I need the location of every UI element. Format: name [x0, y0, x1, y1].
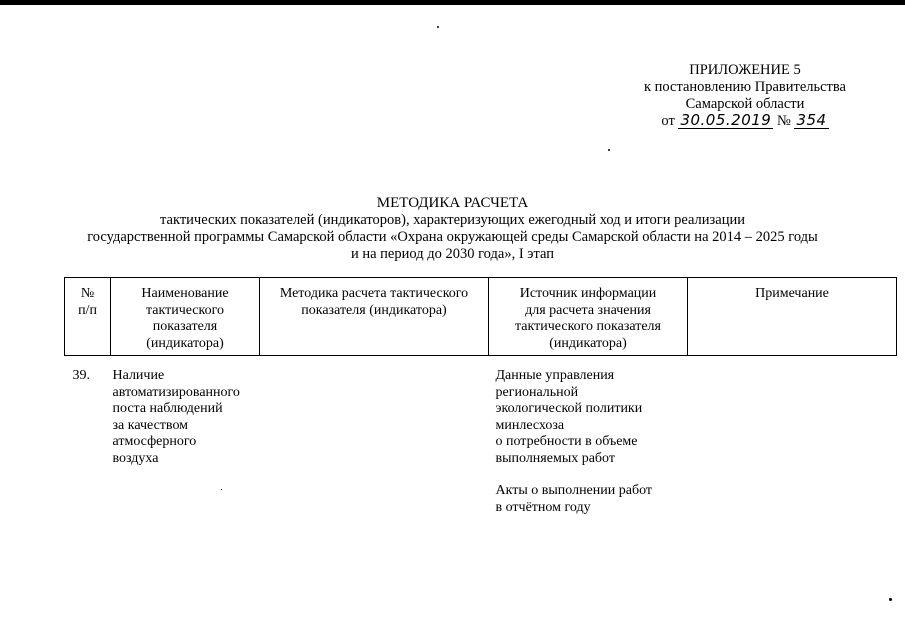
header-text: Методика расчета тактического — [279, 286, 469, 301]
source-line: о потребности в объеме — [495, 434, 638, 449]
appendix-block — [600, 62, 890, 130]
row-number: 39. — [72, 368, 90, 383]
source-line: Акты о выполнении работ — [495, 483, 653, 498]
header-cell-note — [688, 278, 897, 356]
row-source — [489, 356, 688, 517]
table-row — [65, 356, 897, 517]
source-line: в отчётном году — [495, 499, 591, 515]
document-heading — [40, 195, 865, 263]
name-line: поста наблюдений — [112, 401, 223, 416]
row-note — [688, 356, 897, 517]
header-text: Наименование — [141, 286, 229, 301]
number-prefix: № — [776, 113, 791, 129]
header-cell-source — [489, 278, 688, 356]
indicators-table — [64, 277, 897, 516]
header-text: п/п — [78, 302, 97, 318]
name-line: атмосферного — [112, 434, 197, 449]
name-line: автоматизированного — [112, 384, 240, 400]
document-title: МЕТОДИКА РАСЧЕТА — [376, 195, 529, 211]
source-line: экологической политики — [495, 401, 643, 416]
scan-speck — [437, 26, 439, 28]
source-line: выполняемых работ — [495, 450, 615, 466]
header-text: № — [80, 286, 95, 301]
date-prefix: от — [661, 113, 675, 129]
scan-speck — [608, 149, 610, 151]
name-line: Наличие — [112, 368, 165, 383]
page-top-border — [0, 0, 905, 5]
header-cell-number — [65, 278, 111, 356]
row-method — [260, 356, 489, 517]
header-text: показателя — [152, 319, 218, 334]
header-text: Примечание — [755, 286, 829, 301]
scan-speck — [889, 598, 892, 601]
header-text: тактического показателя — [515, 319, 661, 334]
name-line: воздуха — [112, 450, 159, 466]
handwritten-date: 30.05.2019 — [680, 111, 772, 129]
appendix-date-line — [600, 113, 890, 130]
table-header-row — [65, 278, 897, 356]
appendix-line-2: Самарской области — [685, 96, 805, 112]
document-subtitle-line-1: тактических показателей (индикаторов), характеризующих ежегодный ход и итоги реализации — [160, 212, 745, 228]
header-text: Источник информации — [519, 286, 657, 301]
header-text: показателя (индикатора) — [301, 302, 447, 318]
document-subtitle-line-3: и на период до 2030 года», I этап — [350, 246, 555, 262]
header-text: для расчета значения — [525, 302, 651, 318]
header-text: (индикатора) — [549, 335, 627, 351]
source-line: региональной — [495, 384, 579, 400]
row-indicator-name — [111, 356, 260, 517]
source-line: Данные управления — [495, 368, 615, 383]
source-spacer — [496, 467, 684, 483]
document-subtitle-line-2: государственной программы Самарской области «Охрана окружающей среды Самарской области на 2014 – 2025 годы — [87, 229, 818, 245]
header-text: (индикатора) — [146, 335, 224, 351]
name-line: за качеством — [112, 417, 189, 433]
handwritten-number: 354 — [796, 111, 827, 129]
scan-speck — [221, 489, 222, 490]
appendix-line-1: к постановлению Правительства — [644, 79, 846, 95]
header-text: тактического — [145, 302, 225, 318]
header-cell-name — [111, 278, 260, 356]
header-cell-method — [260, 278, 489, 356]
appendix-title: ПРИЛОЖЕНИЕ 5 — [689, 62, 801, 78]
source-line: минлесхоза — [495, 417, 565, 433]
